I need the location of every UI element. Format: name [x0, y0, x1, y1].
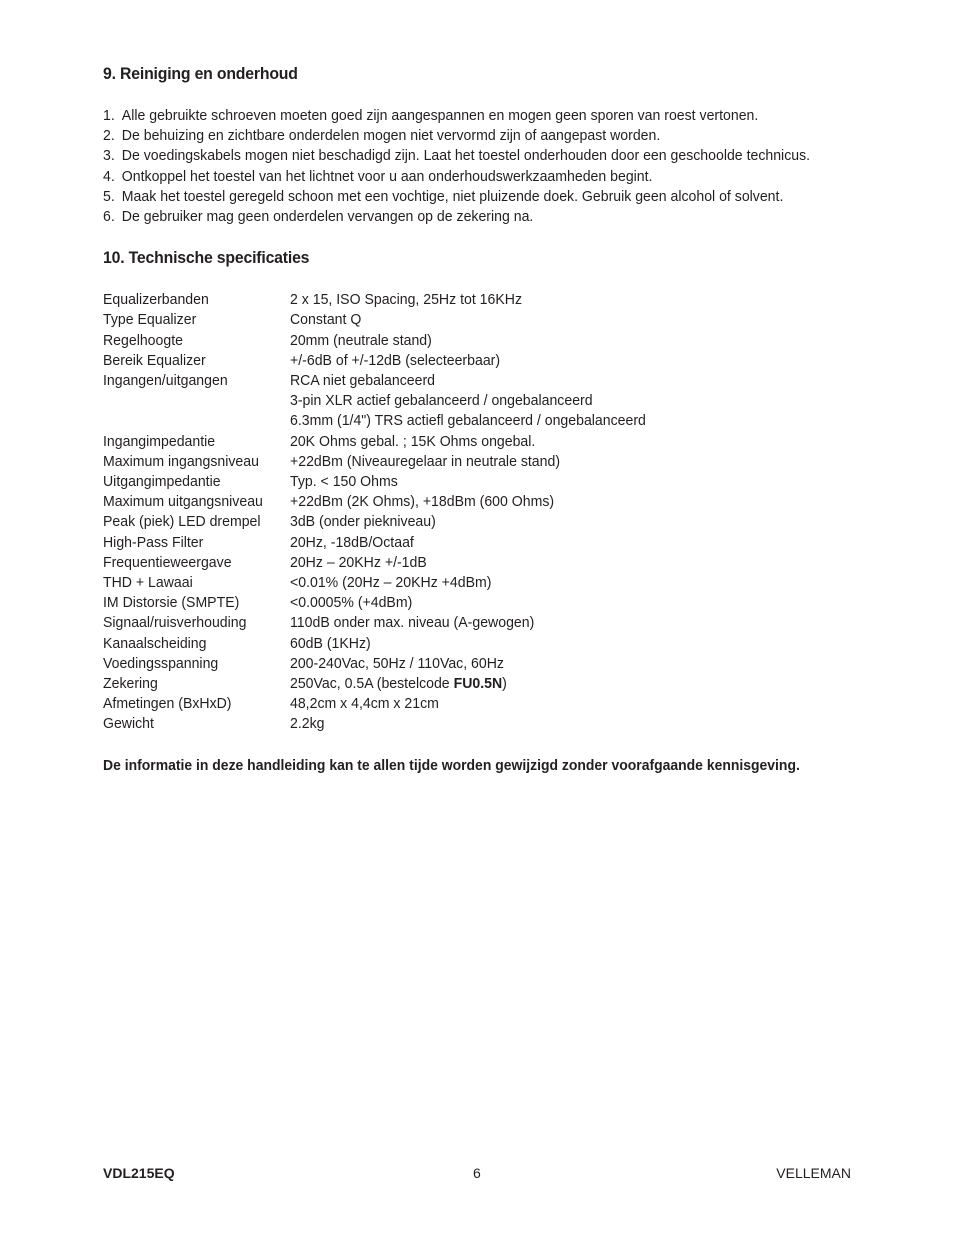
- spec-value: Constant Q: [290, 311, 362, 329]
- table-row: [103, 391, 669, 411]
- table-row: [103, 674, 669, 694]
- list-item: [103, 167, 817, 187]
- table-row: [103, 553, 669, 573]
- spec-label: Peak (piek) LED drempel: [103, 513, 261, 531]
- spec-label: Type Equalizer: [103, 311, 197, 329]
- table-row: [103, 634, 669, 654]
- list-number: 4.: [103, 167, 115, 185]
- spec-label: Zekering: [103, 675, 158, 693]
- spec-value: 6.3mm (1/4") TRS actiefl gebalanceerd / ongebalanceerd: [290, 412, 646, 430]
- list-number: 6.: [103, 208, 115, 226]
- spec-value: +22dBm (2K Ohms), +18dBm (600 Ohms): [290, 493, 555, 511]
- table-row: [103, 371, 669, 391]
- spec-value: <0.01% (20Hz – 20KHz +4dBm): [290, 574, 492, 592]
- spec-value: Typ. < 150 Ohms: [290, 473, 398, 491]
- table-row: [103, 290, 669, 310]
- table-row: [103, 714, 669, 734]
- spec-value: 2 x 15, ISO Spacing, 25Hz tot 16KHz: [290, 291, 522, 309]
- spec-value: 200-240Vac, 50Hz / 110Vac, 60Hz: [290, 654, 504, 672]
- footer-brand: VELLEMAN: [776, 1165, 851, 1181]
- table-row: [103, 310, 669, 330]
- spec-label: Signaal/ruisverhouding: [103, 614, 247, 632]
- section-title-specs: 10. Technische specificaties: [103, 248, 310, 268]
- spec-value: 60dB (1KHz): [290, 634, 371, 652]
- list-text: De behuizing en zichtbare onderdelen mogen niet vervormd zijn of aangepast worden.: [121, 127, 661, 145]
- spec-label: Regelhoogte: [103, 331, 183, 349]
- spec-value: 110dB onder max. niveau (A-gewogen): [290, 614, 535, 632]
- list-text: Alle gebruikte schroeven moeten goed zijn aangespannen en mogen geen sporen van roest vertonen.: [121, 107, 759, 124]
- change-notice: De informatie in deze handleiding kan te allen tijde worden gewijzigd zonder voorafgaande kennisgeving.: [103, 756, 800, 774]
- page-footer: [103, 1165, 851, 1183]
- fuse-value-prefix: 250Vac, 0.5A (bestelcode: [290, 675, 454, 693]
- spec-label: Ingangen/uitgangen: [103, 372, 228, 390]
- spec-label: Equalizerbanden: [103, 291, 209, 309]
- fuse-order-code: FU0.5N: [453, 675, 503, 693]
- table-row: [103, 492, 669, 512]
- list-item: [103, 106, 817, 126]
- spec-value: 3dB (onder piekniveau): [290, 513, 436, 531]
- spec-label: Frequentieweergave: [103, 553, 232, 571]
- list-item: [103, 207, 817, 227]
- list-number: 2.: [103, 127, 115, 145]
- spec-label: IM Distorsie (SMPTE): [103, 594, 240, 612]
- spec-label: High-Pass Filter: [103, 533, 204, 551]
- page-number: 6: [473, 1165, 481, 1181]
- spec-value: +/-6dB of +/-12dB (selecteerbaar): [290, 351, 501, 369]
- table-row: [103, 694, 669, 714]
- table-row: [103, 331, 669, 351]
- table-row: [103, 432, 669, 452]
- table-row: [103, 654, 669, 674]
- spec-label: Afmetingen (BxHxD): [103, 695, 232, 713]
- specs-table: [103, 290, 669, 734]
- spec-value: 20Hz – 20KHz +/-1dB: [290, 553, 427, 571]
- page-content: [103, 60, 863, 774]
- maintenance-list: [103, 106, 863, 227]
- list-text: Ontkoppel het toestel van het lichtnet voor u aan onderhoudswerkzaamheden begint.: [121, 167, 653, 185]
- spec-value: 48,2cm x 4,4cm x 21cm: [290, 695, 439, 713]
- list-number: 5.: [103, 187, 115, 205]
- spec-value: <0.0005% (+4dBm): [290, 594, 413, 612]
- list-number: 3.: [103, 147, 115, 165]
- spec-value: [290, 674, 507, 694]
- list-text: De gebruiker mag geen onderdelen vervangen op de zekering na.: [121, 208, 534, 226]
- list-item: [103, 146, 817, 166]
- table-row: [103, 593, 669, 613]
- table-row: [103, 512, 669, 532]
- spec-value: 20Hz, -18dB/Octaaf: [290, 533, 414, 551]
- spec-value: 3-pin XLR actief gebalanceerd / ongebalanceerd: [290, 392, 593, 410]
- spec-label: Bereik Equalizer: [103, 351, 206, 369]
- footer-model: VDL215EQ: [103, 1165, 175, 1181]
- table-row: [103, 573, 669, 593]
- spec-value: 20mm (neutrale stand): [290, 331, 432, 349]
- table-row: [103, 452, 669, 472]
- list-text: Maak het toestel geregeld schoon met een vochtige, niet pluizende doek. Gebruik geen alcohol of solvent.: [121, 187, 784, 205]
- table-row: [103, 613, 669, 633]
- spec-value: +22dBm (Niveauregelaar in neutrale stand): [290, 452, 561, 470]
- list-item: [103, 187, 817, 207]
- spec-label: Maximum ingangsniveau: [103, 452, 259, 470]
- table-row: [103, 351, 669, 371]
- spec-value: RCA niet gebalanceerd: [290, 372, 436, 390]
- table-row: [103, 533, 669, 553]
- spec-value: 20K Ohms gebal. ; 15K Ohms ongebal.: [290, 432, 536, 450]
- spec-label: THD + Lawaai: [103, 574, 193, 592]
- table-row: [103, 472, 669, 492]
- fuse-value-suffix: ): [502, 675, 507, 693]
- list-number: 1.: [103, 107, 115, 124]
- spec-label: Uitgangimpedantie: [103, 473, 221, 491]
- list-text: De voedingskabels mogen niet beschadigd zijn. Laat het toestel onderhouden door een geschoolde technicus.: [121, 147, 811, 165]
- spec-value: 2.2kg: [290, 715, 325, 733]
- section-title-cleaning: 9. Reiniging en onderhoud: [103, 64, 298, 83]
- spec-label: Maximum uitgangsniveau: [103, 493, 263, 511]
- list-item: [103, 126, 817, 146]
- spec-label: Kanaalscheiding: [103, 634, 207, 652]
- table-row: [103, 411, 669, 431]
- spec-label: Voedingsspanning: [103, 654, 219, 672]
- spec-label: Ingangimpedantie: [103, 432, 216, 450]
- spec-label: Gewicht: [103, 715, 154, 733]
